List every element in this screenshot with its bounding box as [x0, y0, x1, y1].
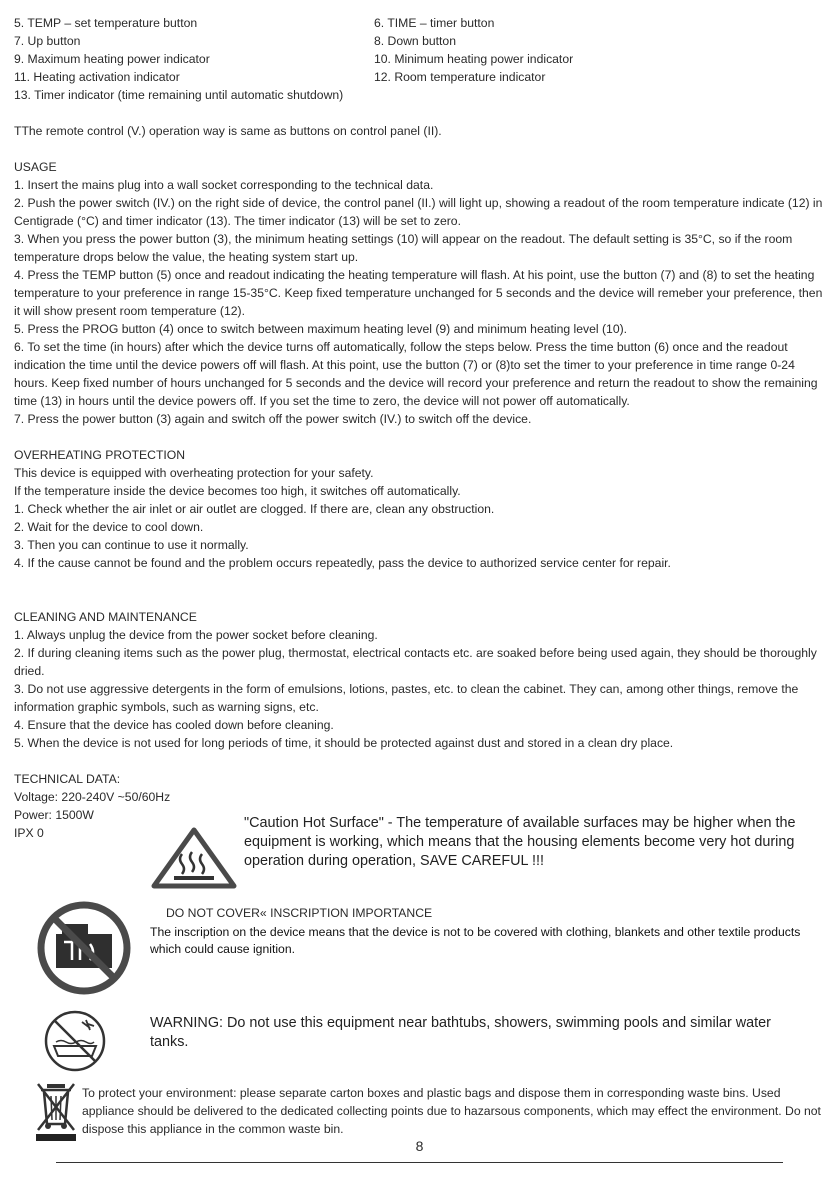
crossed-out-bin-icon — [34, 1080, 78, 1142]
usage-item: 1. Insert the mains plug into a wall socket corresponding to the technical data. — [14, 178, 434, 192]
overheating-item: 3. Then you can continue to use it normally. — [14, 538, 249, 552]
technical-voltage: Voltage: 220-240V ~50/60Hz — [14, 790, 171, 804]
overheating-item: 1. Check whether the air inlet or air outlet are clogged. If there are, clean any obstruction. — [14, 502, 495, 516]
environment-text: To protect your environment: please separate carton boxes and plastic bags and dispose them in corresponding waste bins. Used appliance should be delivered to the dedicated collecting points due to hazarsous components, which may effect the environment. Do not dispose this appliance in the common waste bin. — [82, 1086, 821, 1136]
technical-ip: IPX 0 — [14, 826, 44, 840]
legend-row — [14, 50, 824, 68]
usage-item: 4. Press the TEMP button (5) once and readout indicating the heating temperature will flash. At his point, use the button (7) and (8) to set the heating temperature to your preference in range 15-35°C. Keep fixed temperature unchanged for 5 seconds and the device will remeber your preference, then it will show present room temperature (12). — [14, 268, 823, 318]
do-not-cover-title: DO NOT COVER« INSCRIPTION IMPORTANCE — [166, 906, 433, 920]
legend-item: 8. Down button — [374, 34, 456, 48]
overheating-item: 4. If the cause cannot be found and the problem occurs repeatedly, pass the device to authorized service center for repair. — [14, 556, 671, 570]
caution-hot-surface-text: "Caution Hot Surface" - The temperature of available surfaces may be higher when the equipment is working, which means that the housing elements become very hot during operation during operation, SAVE CAREFUL !!! — [244, 815, 796, 869]
overheating-heading: OVERHEATING PROTECTION — [14, 448, 186, 462]
legend-item: 6. TIME – timer button — [374, 16, 495, 30]
cleaning-item: 5. When the device is not used for long periods of time, it should be protected against dust and stored in a clean dry place. — [14, 736, 674, 750]
usage-item: 6. To set the time (in hours) after which the device turns off automatically, follow the steps below. Press the time button (6) once and the readout indication the time until the device powers off will flash. At this point, use the button (7) or (8)to set the timer to your preference in time range 0-24 hours. Keep fixed number of hours unchanged for 5 seconds and the device will record your preference and return the readout to show the remaining time (13) in hours until the device powers off. If you set the time to zero, the device will not power off automatically. — [14, 340, 818, 408]
usage-item: 7. Press the power button (3) again and switch off the power switch (IV.) to switch off the device. — [14, 412, 532, 426]
main-text — [14, 122, 824, 842]
cleaning-item: 2. If during cleaning items such as the power plug, thermostat, electrical contacts etc. are soaked before being used again, they should be thoroughly dried. — [14, 646, 817, 678]
overheating-item: 2. Wait for the device to cool down. — [14, 520, 204, 534]
usage-heading: USAGE — [14, 160, 57, 174]
usage-item: 3. When you press the power button (3), the minimum heating settings (10) will appear on the readout. The default setting is 35°C, so if the room temperature drops below the value, the heating system start up. — [14, 232, 793, 264]
legend-row — [14, 32, 824, 50]
legend-row — [14, 68, 824, 86]
overheating-intro: This device is equipped with overheating protection for your safety. — [14, 466, 374, 480]
legend-item: 13. Timer indicator (time remaining until automatic shutdown) — [14, 88, 344, 102]
legend-row — [14, 86, 824, 104]
legend — [14, 14, 824, 104]
bathtub-warning-text: WARNING: Do not use this equipment near bathtubs, showers, swimming pools and similar water tanks. — [150, 1015, 771, 1050]
legend-item: 7. Up button — [14, 34, 81, 48]
footer-rule — [56, 1162, 783, 1163]
hot-surface-warning-icon — [150, 826, 238, 890]
do-not-cover-body: The inscription on the device means that the device is not to be covered with clothing, blankets and other textile products which could cause ignition. — [150, 925, 801, 956]
legend-item: 11. Heating activation indicator — [14, 70, 180, 84]
legend-item: 10. Minimum heating power indicator — [374, 52, 574, 66]
no-bathtub-icon — [42, 1008, 108, 1074]
remote-note: TThe remote control (V.) operation way is same as buttons on control panel (II). — [14, 124, 442, 138]
legend-item: 12. Room temperature indicator — [374, 70, 546, 84]
usage-item: 5. Press the PROG button (4) once to switch between maximum heating level (9) and minimum heating level (10). — [14, 322, 628, 336]
do-not-cover-icon — [34, 900, 134, 996]
legend-item: 5. TEMP – set temperature button — [14, 16, 198, 30]
technical-power: Power: 1500W — [14, 808, 94, 822]
page-number: 8 — [415, 1138, 424, 1154]
cleaning-item: 1. Always unplug the device from the power socket before cleaning. — [14, 628, 378, 642]
legend-item: 9. Maximum heating power indicator — [14, 52, 210, 66]
cleaning-item: 4. Ensure that the device has cooled down before cleaning. — [14, 718, 334, 732]
cleaning-heading: CLEANING AND MAINTENANCE — [14, 610, 197, 624]
technical-heading: TECHNICAL DATA: — [14, 772, 121, 786]
usage-item: 2. Push the power switch (IV.) on the right side of device, the control panel (II.) will light up, showing a readout of the room temperature indicate (12) in Centigrade (°C) and timer indicator (13). The timer indicator (13) will be set to zero. — [14, 196, 823, 228]
legend-row — [14, 14, 824, 32]
overheating-intro: If the temperature inside the device becomes too high, it switches off automatically. — [14, 484, 461, 498]
cleaning-item: 3. Do not use aggressive detergents in the form of emulsions, lotions, pastes, etc. to clean the cabinet. They can, among other things, remove the information graphic symbols, such as warning signs, etc. — [14, 682, 799, 714]
